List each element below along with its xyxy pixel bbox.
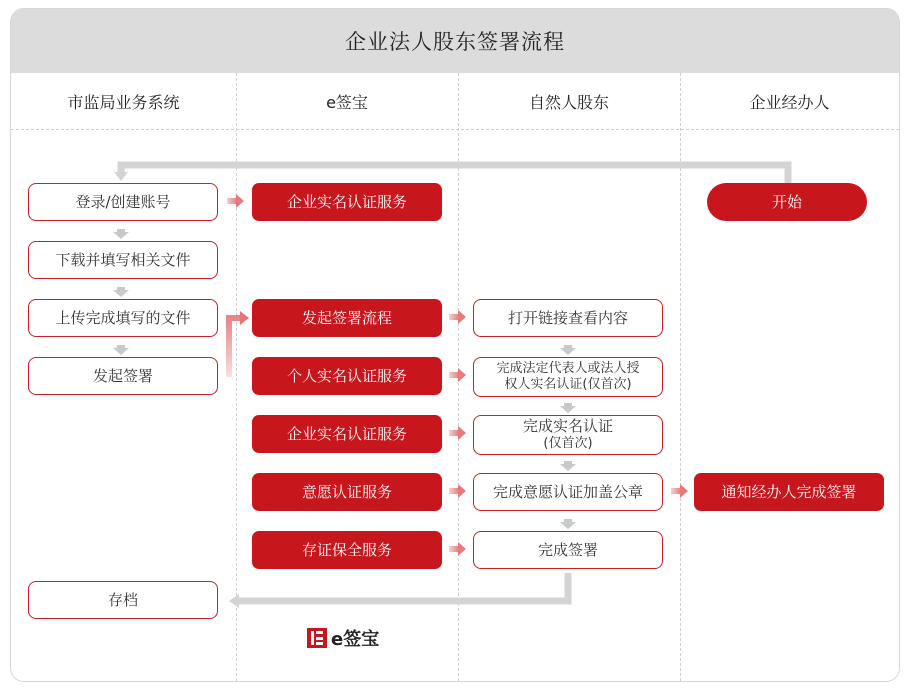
lane-header-natural-shareholder: 自然人股东 bbox=[528, 92, 609, 112]
node-sign-complete: 完成签署 bbox=[473, 531, 663, 569]
node-initiate-sign: 发起签署 bbox=[28, 357, 218, 395]
esign-logo bbox=[307, 625, 379, 651]
node-evidence-service: 存证保全服务 bbox=[252, 531, 442, 569]
node-legal-rep-auth-line2: 权人实名认证(仅首次) bbox=[504, 377, 632, 392]
flowchart-frame bbox=[10, 8, 900, 682]
header-divider bbox=[11, 129, 899, 130]
lane-header-market-system: 市监局业务系统 bbox=[67, 92, 180, 112]
lane-header-esign: e签宝 bbox=[326, 92, 368, 112]
node-real-name-auth bbox=[473, 415, 663, 455]
node-will-auth-service: 意愿认证服务 bbox=[252, 473, 442, 511]
node-start: 开始 bbox=[707, 183, 867, 221]
node-real-name-auth-line1: 完成实名认证 bbox=[522, 417, 613, 435]
node-personal-auth-service: 个人实名认证服务 bbox=[252, 357, 442, 395]
title-bar bbox=[11, 9, 899, 73]
node-enterprise-auth-service-1: 企业实名认证服务 bbox=[252, 183, 442, 221]
node-real-name-auth-line2: (仅首次) bbox=[543, 436, 593, 451]
esign-logo-text: e签宝 bbox=[331, 629, 380, 650]
node-archive: 存档 bbox=[28, 581, 218, 619]
node-download-files: 下载并填写相关文件 bbox=[28, 241, 218, 279]
lane-divider bbox=[680, 73, 681, 681]
node-upload-files: 上传完成填写的文件 bbox=[28, 299, 218, 337]
esign-logo-icon bbox=[307, 628, 327, 648]
lane-header-enterprise-agent: 企业经办人 bbox=[749, 92, 830, 112]
node-login: 登录/创建账号 bbox=[28, 183, 218, 221]
lane-divider bbox=[236, 73, 237, 681]
node-legal-rep-auth-line1: 完成法定代表人或法人授 bbox=[496, 361, 640, 376]
node-enterprise-auth-service-2: 企业实名认证服务 bbox=[252, 415, 442, 453]
node-start-sign-flow: 发起签署流程 bbox=[252, 299, 442, 337]
return-arrow-bottom bbox=[229, 573, 568, 608]
initiate-elbow-arrow bbox=[229, 311, 249, 377]
node-notify-agent: 通知经办人完成签署 bbox=[694, 473, 884, 511]
diagram-title: 企业法人股东签署流程 bbox=[345, 30, 565, 54]
node-legal-rep-auth bbox=[473, 357, 663, 397]
return-arrow-top bbox=[114, 165, 788, 183]
lane-divider bbox=[458, 73, 459, 681]
node-open-link: 打开链接查看内容 bbox=[473, 299, 663, 337]
node-will-auth-seal: 完成意愿认证加盖公章 bbox=[473, 473, 663, 511]
